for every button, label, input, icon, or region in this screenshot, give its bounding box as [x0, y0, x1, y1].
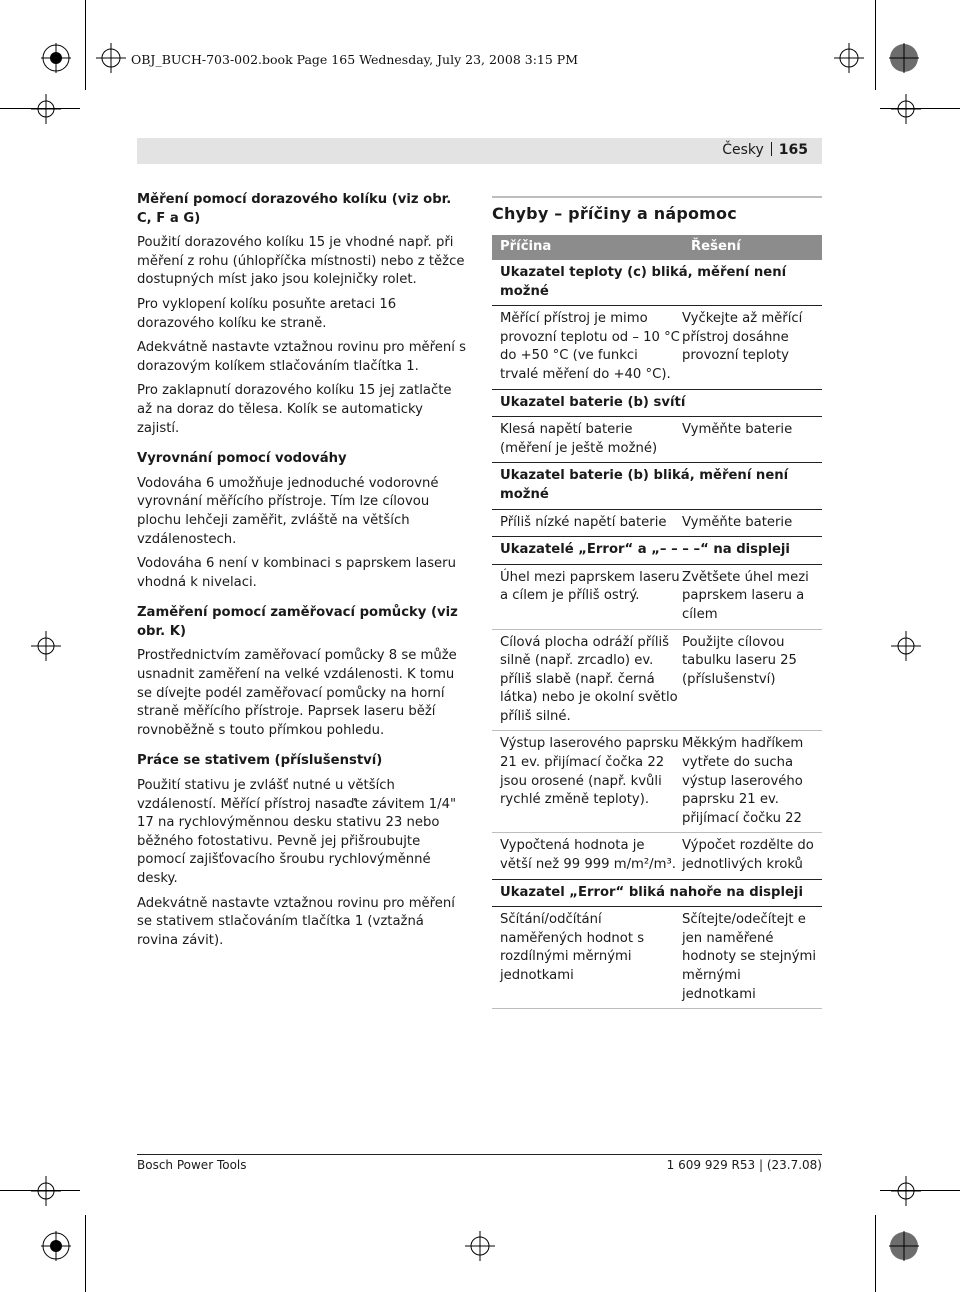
- section-tripod: [137, 752, 467, 950]
- solution-cell: Výpočet rozdělte do jednotlivých kroků: [682, 838, 814, 873]
- group-title: Ukazatel „Error“ bliká nahoře na displeji: [492, 879, 822, 907]
- group-title: Ukazatelé „Error“ a „– – – –“ na displeji: [492, 536, 822, 564]
- section-sighting-aid: [137, 604, 467, 740]
- section-stop-pin: [137, 191, 467, 438]
- cause-cell: Měřící přístroj je mimo provozní teplotu od – 10 °C do +50 °C (ve funkci trvalé měření do +40 °C).: [500, 311, 680, 382]
- table-row: [492, 305, 822, 388]
- title-rule: [492, 196, 822, 198]
- table-row: [492, 564, 822, 629]
- registration-mark-icon: [891, 631, 921, 661]
- table-bottom-rule: [492, 1008, 822, 1009]
- section-heading: Měření pomocí dorazového kolíku (viz obr. C, F a G): [137, 192, 452, 226]
- solution-cell: Vyčkejte až měřící přístroj dosáhne provozní teploty: [682, 311, 803, 364]
- table-row: [492, 730, 822, 832]
- section-spirit-level: [137, 450, 467, 592]
- group-title: Ukazatel teploty (c) bliká, měření není možné: [500, 265, 787, 299]
- cause-cell: Výstup laserového paprsku 21 ev. přijímací čočka 22 jsou orosené (např. kvůli rychlé změně teploty).: [500, 736, 679, 808]
- paragraph: Adekvátně nastavte vztažnou rovinu pro měření se stativem stlačováním tlačítka 1 (vztažná rovina závit).: [137, 895, 455, 948]
- cause-cell: Cílová plocha odráží příliš silně (např. zrcadlo) ev. příliš slabě (např. černá látka) nebo je okolní světlo příliš silné.: [500, 634, 678, 724]
- cause-cell: Klesá napětí baterie (měření je ještě možné): [500, 422, 658, 456]
- troubleshooting-table: [492, 235, 822, 1009]
- registration-mark-icon: [31, 94, 61, 124]
- page-header: [137, 138, 822, 164]
- header-separator: [771, 142, 772, 156]
- solution-cell: Sčítejte/odečítejt e jen naměřené hodnoty se stejnými měrnými jednotkami: [682, 912, 817, 1002]
- paragraph: Pro zaklapnutí dorazového kolíku 15 jej zatlačte až na doraz do tělesa. Kolík se automaticky zajistí.: [137, 383, 452, 436]
- print-info-line: OBJ_BUCH-703-002.book Page 165 Wednesday, July 23, 2008 3:15 PM: [131, 52, 579, 67]
- registration-mark-icon: [834, 43, 864, 73]
- solution-cell: Vyměňte baterie: [682, 422, 793, 438]
- table-row: [492, 629, 822, 731]
- footer-publisher: Bosch Power Tools: [137, 1158, 247, 1172]
- registration-mark-icon: [891, 94, 921, 124]
- paragraph: Pro vyklopení kolíku posuňte aretaci 16 dorazového kolíku ke straně.: [137, 296, 397, 331]
- section-heading: Práce se stativem (příslušenství): [137, 753, 383, 769]
- cause-cell: Příliš nízké napětí baterie: [500, 514, 667, 530]
- registration-mark-icon: [31, 1176, 61, 1206]
- registration-mark-icon: [465, 1231, 495, 1261]
- footer-doc-number: 1 609 929 R53 | (23.7.08): [666, 1158, 822, 1172]
- group-title: Ukazatel baterie (b) svítí: [492, 389, 822, 417]
- registration-mark-icon: [891, 1176, 921, 1206]
- solution-cell: Měkkým hadříkem vytřete do sucha výstup laserového paprsku 21 ev. přijímací čočku 22: [682, 736, 804, 826]
- paragraph: Použití stativu je zvlášť nutné u větších vzdáleností. Měřící přístroj nasaďte závitem 1/4" 17 na rychlovýměnnou desku stativu 23 nebo běžného fotostativu. Pevně jej přišroubujte pomocí zajišťovacího šroubu rychlovýměnné desky.: [137, 778, 457, 886]
- paragraph: Vodováha 6 není v kombinaci s paprskem laseru vhodná k nivelaci.: [137, 556, 456, 590]
- cause-cell: Úhel mezi paprskem laseru a cílem je příliš ostrý.: [500, 569, 680, 604]
- table-row: [492, 416, 822, 462]
- troubleshooting-title: Chyby – příčiny a nápomoc: [492, 204, 737, 223]
- paragraph: Adekvátně nastavte vztažnou rovinu pro měření s dorazovým kolíkem stlačováním tlačítka 1.: [137, 340, 466, 374]
- cause-cell: Sčítání/odčítání naměřených hodnot s rozdílnými měrnými jednotkami: [500, 912, 645, 983]
- solution-cell: Použijte cílovou tabulku laseru 25 (příslušenství): [682, 634, 797, 687]
- col-solution-header: Řešení: [691, 239, 741, 254]
- section-heading: Zaměření pomocí zaměřovací pomůcky (viz obr. K): [137, 605, 458, 639]
- solution-cell: Zvětšete úhel mezi paprskem laseru a cílem: [682, 569, 809, 622]
- registration-mark-icon: [41, 1231, 71, 1261]
- table-row: [492, 832, 822, 878]
- left-column: [137, 191, 467, 956]
- gray-disc-mark-icon: [889, 43, 919, 73]
- group-title: Ukazatel baterie (b) bliká, měření není možné: [492, 462, 822, 508]
- paragraph: Použití dorazového kolíku 15 je vhodné např. při měření z rohu (úhlopříčka místnosti) nebo z těžce dostupných míst jako jsou kolejničky rolet.: [137, 235, 465, 288]
- paragraph: Prostřednictvím zaměřovací pomůcky 8 se může usnadnit zaměření na velké vzdálenosti. K tomu se dívejte podél zaměřovací pomůcky na horní straně měřícího přístroje. Paprsek laseru běží rovnoběžně s touto přímkou pohledu.: [137, 648, 457, 738]
- solution-cell: Vyměňte baterie: [682, 514, 793, 530]
- table-header: [492, 235, 822, 260]
- page-number: 165: [778, 142, 808, 158]
- right-column: [492, 196, 822, 1009]
- table-row: [492, 509, 822, 537]
- footer-rule: [137, 1154, 822, 1155]
- gray-disc-mark-icon: [889, 1231, 919, 1261]
- registration-mark-icon: [96, 43, 126, 73]
- registration-mark-icon: [31, 631, 61, 661]
- registration-mark-icon: [41, 43, 71, 73]
- section-heading: Vyrovnání pomocí vodováhy: [137, 451, 347, 467]
- paragraph: Vodováha 6 umožňuje jednoduché vodorovné vyrovnání měřícího přístroje. Tím lze cílovou plochu lehčeji zaměřit, zvláště na větších vzdálenostech.: [137, 475, 439, 547]
- header-language: Česky: [722, 142, 764, 158]
- col-cause-header: Příčina: [500, 239, 552, 254]
- table-row: [492, 906, 822, 1008]
- cause-cell: Vypočtená hodnota je větší než 99 999 m/m²/m³.: [500, 838, 676, 873]
